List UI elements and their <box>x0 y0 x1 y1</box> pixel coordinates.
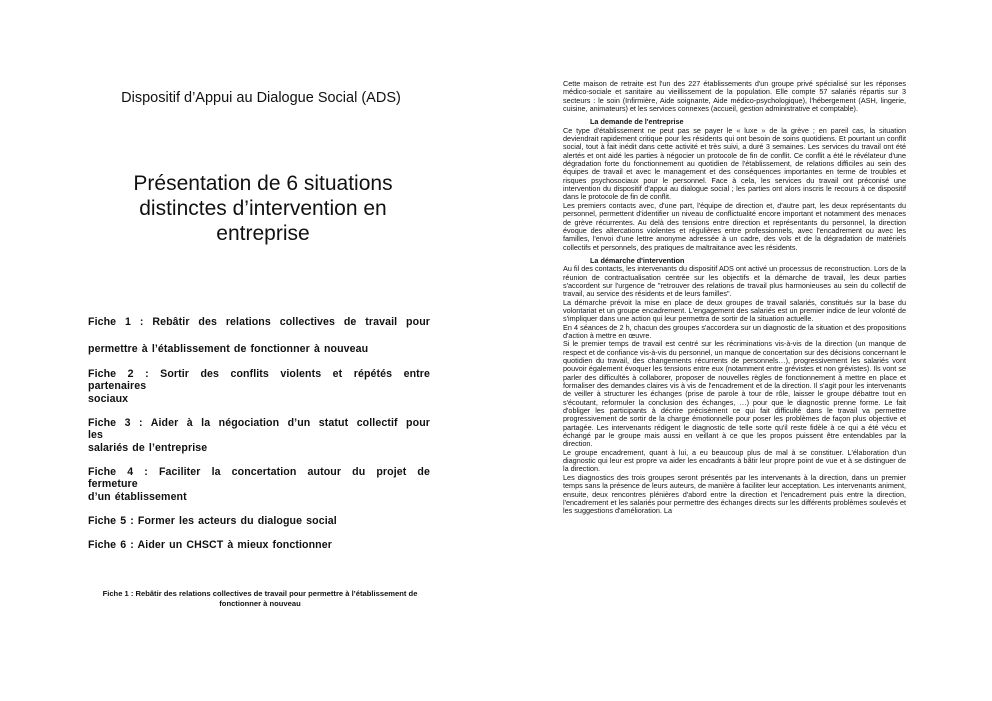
paragraph-5: En 4 séances de 2 h, chacun des groupes s'accordera sur un diagnostic de la situation et des propositions d'action à mettre en œuvre. <box>563 322 906 340</box>
fiche-1-line1: Fiche 1 : Rebâtir des relations collectives de travail pour <box>88 316 430 328</box>
fiche-1-line2: permettre à l’établissement de fonctionner à nouveau <box>88 343 369 355</box>
paragraph-3: Au fil des contacts, les intervenants du dispositif ADS ont activé un processus de reconstruction. Lors de la réunion de contractualisation centrée sur les objectifs et la démarche de travail, les deux parties s'accordent sur l'urgence de "retrouver des relations de travail plus harmonieuses au sein du collectif de travail, au service des résidents et de leurs familles". <box>563 264 906 299</box>
organization-title: Dispositif d’Appui au Dialogue Social (ADS) <box>121 90 401 106</box>
fiche-5-line1: Fiche 5 : Former les acteurs du dialogue social <box>88 515 337 527</box>
fiche-2-line1: Fiche 2 : Sortir des conflits violents et répétés entre partenaires <box>88 368 430 392</box>
paragraph-2: Les premiers contacts avec, d'une part, l'équipe de direction et, d'autre part, les deux représentants du personnel, permettent d'identifier un niveau de conflictualité encore important et notamment des menaces de grève récurrentes. Au delà des tensions entre direction et représentants du personnel, la direction évoque des altercations violentes et régulières entre professionnels, avec l'encadrement ou avec les familles, l'envoi d'une lettre anonyme adressée à un cadre, des vols et de la dégradation de matériels collectifs et personnels, des pratiques de maltraitance avec les résidents. <box>563 200 906 252</box>
right-page-text <box>563 80 906 516</box>
fiche-4-line1: Fiche 4 : Faciliter la concertation autour du projet de fermeture <box>88 466 430 490</box>
fiche-1-caption: Fiche 1 : Rebâtir des relations collectives de travail pour permettre à l’établissement de fonctionner à nouveau <box>102 589 418 608</box>
fiche-3-line1: Fiche 3 : Aider à la négociation d’un statut collectif pour les <box>88 417 430 441</box>
intro-paragraph: Cette maison de retraite est l'un des 227 établissements d'un groupe privé spécialisé sur les réponses médico-sociale et sanitaire au vieillissement de la population. Elle compte 57 salariés répartis sur 3 secteurs : le soin (Infirmière, Aide soignante, Aide médico-psychologique), l'hébergement (ASH, lingerie, cuisine, animateurs) et les services connexes (accueil, gestion administrative et comptable). <box>563 79 906 114</box>
document-title: Présentation de 6 situations distinctes d’intervention en entreprise <box>133 172 393 245</box>
section-heading-demarche: La démarche d'intervention <box>590 255 685 265</box>
paragraph-4: La démarche prévoit la mise en place de deux groupes de travail salariés, constitués sur la base du volontariat et un groupe encadrement. L'engagement des salariés est un premier indice de leur volonté de s'impliquer dans une action qui leur permettra de sortir de la situation actuelle. <box>563 297 906 324</box>
fiche-2-line2: sociaux <box>88 393 129 405</box>
paragraph-8: Les diagnostics des trois groupes seront présentés par les intervenants à la direction, dans un premier temps sans la présence de leurs auteurs, de manière à faciliter leur acceptation. Les intervenants animent, ensuite, deux rencontres plénières d'abord entre la direction et l'encadrement puis entre la direction, l'encadrement et les salariés pour permettre des échanges directs sur les différents problèmes soulevés et les suggestions d'amélioration. La <box>563 472 906 516</box>
paragraph-7: Le groupe encadrement, quant à lui, a eu beaucoup plus de mal à se constituer. L'élaboration d'un diagnostic qui leur est propre va aider les encadrants à bâtir leur propre point de vue et à se distinguer de la direction. <box>563 447 906 474</box>
paragraph-6: Si le premier temps de travail est centré sur les récriminations vis-à-vis de la direction (un manque de respect et de confiance vis-à-vis du personnel, un manque de concertation sur des décisions concernant le quotidien du travail, des changements récurrents de personnels…), progressivement les salariés vont pouvoir également évoquer les tensions entre eux (notamment entre grévistes et non grévistes). Ils vont se parler des difficultés à collaborer, proposer de nouvelles règles de fonctionnement à mettre en place et formaliser des demandes claires vis à vis de l'encadrement et de la direction. Il s'agit pour les intervenants de veiller à structurer les échanges (prise de parole à tour de rôle, laisser le groupe débattre tout en s'écoutant, reformuler la conclusion des échanges, …) pour que le diagnostic prenne forme. Le fait d'obliger les participants à décrire précisément ce qui fait difficulté dans le travail va permettre progressivement de sortir de la charge émotionnelle pour poser les problèmes de façon plus objective et partagée. Les intervenants rédigent le diagnostic de telle sorte qu'il reste fidèle à ce qui a été vécu et échangé par le groupe mais aussi en veillant à ce que les propos puissent être entendables par la direction. <box>563 339 906 449</box>
section-heading-demande: La demande de l'entreprise <box>590 117 684 127</box>
fiche-3-line2: salariés de l’entreprise <box>88 442 208 454</box>
paragraph-1: Ce type d'établissement ne peut pas se payer le « luxe » de la grève ; en pareil cas, la situation deviendrait rapidement critique pour les résidents qui ont besoin de soins quotidiens. Et pourtant un conflit social, tout à fait inédit dans cette activité et très suivi, a duré 3 semaines. Les services du travail ont été alertés et ont aidé les parties à négocier un protocole de fin de conflit. Ce conflit a été le révélateur d'une dégradation forte du fonctionnement au quotidien de l'établissement, de relations difficiles au sein des équipes de travail et avec le management et des conséquences importantes en terme de troubles et risques psychosociaux pour le personnel. Face à cela, les services du travail ont préconisé une intervention du dispositif d'appui au dialogue social ; les parties ont alors inscris le recours à ce dispositif dans le protocole de fin de conflit. <box>563 125 906 202</box>
fiche-4-line2: d’un établissement <box>88 491 187 503</box>
fiche-6-line1: Fiche 6 : Aider un CHSCT à mieux fonctionner <box>88 539 332 551</box>
